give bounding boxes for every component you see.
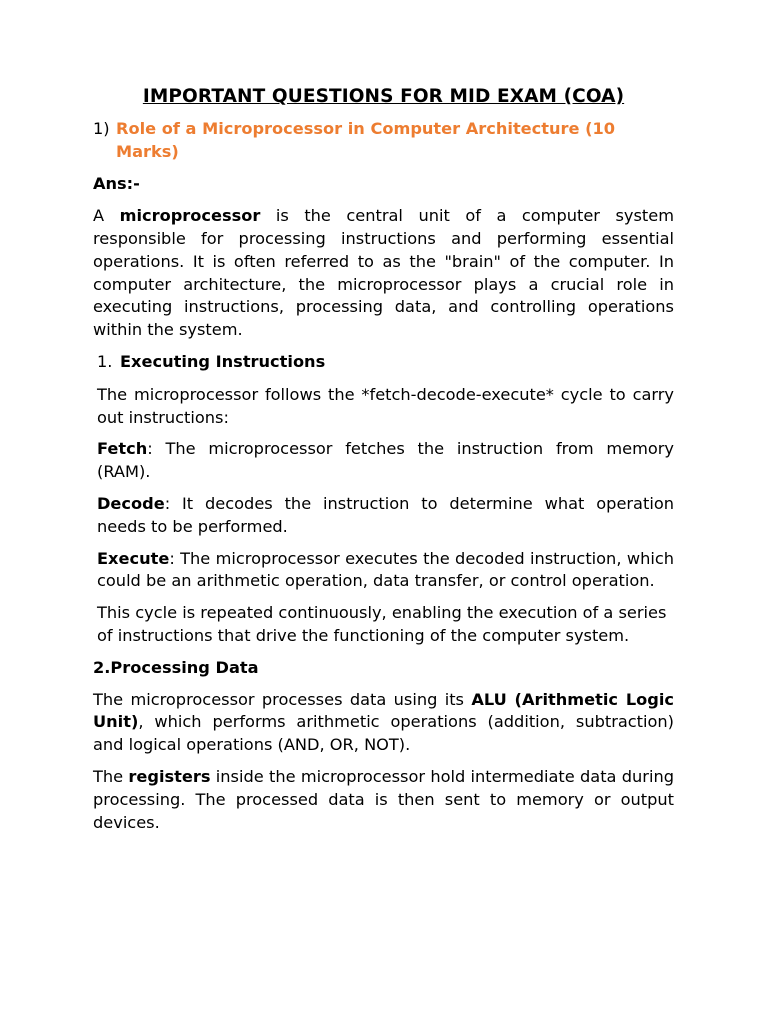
step-execute-term: Execute	[97, 548, 170, 568]
step-decode	[97, 493, 674, 539]
intro-paragraph	[93, 205, 674, 342]
question-number: 1)	[93, 118, 110, 138]
s2p1-pre: The microprocessor processes data using its	[93, 689, 472, 709]
section-2-heading: 2.Processing Data	[93, 657, 259, 677]
step-fetch-text: : The microprocessor fetches the instruction from memory (RAM).	[97, 439, 674, 482]
step-fetch	[97, 438, 674, 484]
section-1-heading	[97, 351, 674, 374]
document-page	[93, 86, 674, 843]
answer-label: Ans:-	[93, 174, 140, 194]
page-title: IMPORTANT QUESTIONS FOR MID EXAM (COA)	[142, 86, 625, 107]
section-2-paragraph-1	[93, 689, 674, 757]
s2p2-bold-term: registers	[128, 766, 211, 786]
step-execute-text: : The microprocessor executes the decoded instruction, which could be an arithmetic operation, data transfer, or control operation.	[97, 548, 674, 591]
step-decode-text: : It decodes the instruction to determine what operation needs to be performed.	[97, 493, 674, 536]
section-2-paragraph-2	[93, 766, 674, 834]
section-1-intro: The microprocessor follows the *fetch-decode-execute* cycle to carry out instructions:	[97, 384, 674, 427]
s2p1-post: , which performs arithmetic operations (addition, subtraction) and logical operations (AND, OR, NOT).	[93, 712, 674, 755]
intro-post: is the central unit of a computer system responsible for processing instructions and performing essential operations. It is often referred to as the "brain" of the computer. In computer architecture, the microprocessor plays a crucial role in executing instructions, processing data, and controlling operations within the system.	[93, 206, 674, 340]
step-execute	[97, 548, 674, 594]
s2p2-post: inside the microprocessor hold intermediate data during processing. The processed data is then sent to memory or output devices.	[93, 766, 674, 832]
question-1	[93, 118, 674, 164]
question-text: Role of a Microprocessor in Computer Architecture (10 Marks)	[116, 118, 616, 161]
step-decode-term: Decode	[97, 493, 165, 513]
intro-pre: A	[93, 206, 120, 226]
s2p1-bold-term: ALU (Arithmetic Logic Unit)	[93, 689, 674, 732]
section-1-title: Executing Instructions	[120, 351, 326, 371]
section-1-number: 1.	[97, 351, 113, 371]
intro-bold-term: microprocessor	[119, 206, 261, 226]
section-1-outro: This cycle is repeated continuously, enabling the execution of a series of instructions that drive the functioning of the computer system.	[97, 603, 667, 645]
step-fetch-term: Fetch	[97, 439, 148, 459]
s2p2-pre: The	[93, 766, 129, 786]
